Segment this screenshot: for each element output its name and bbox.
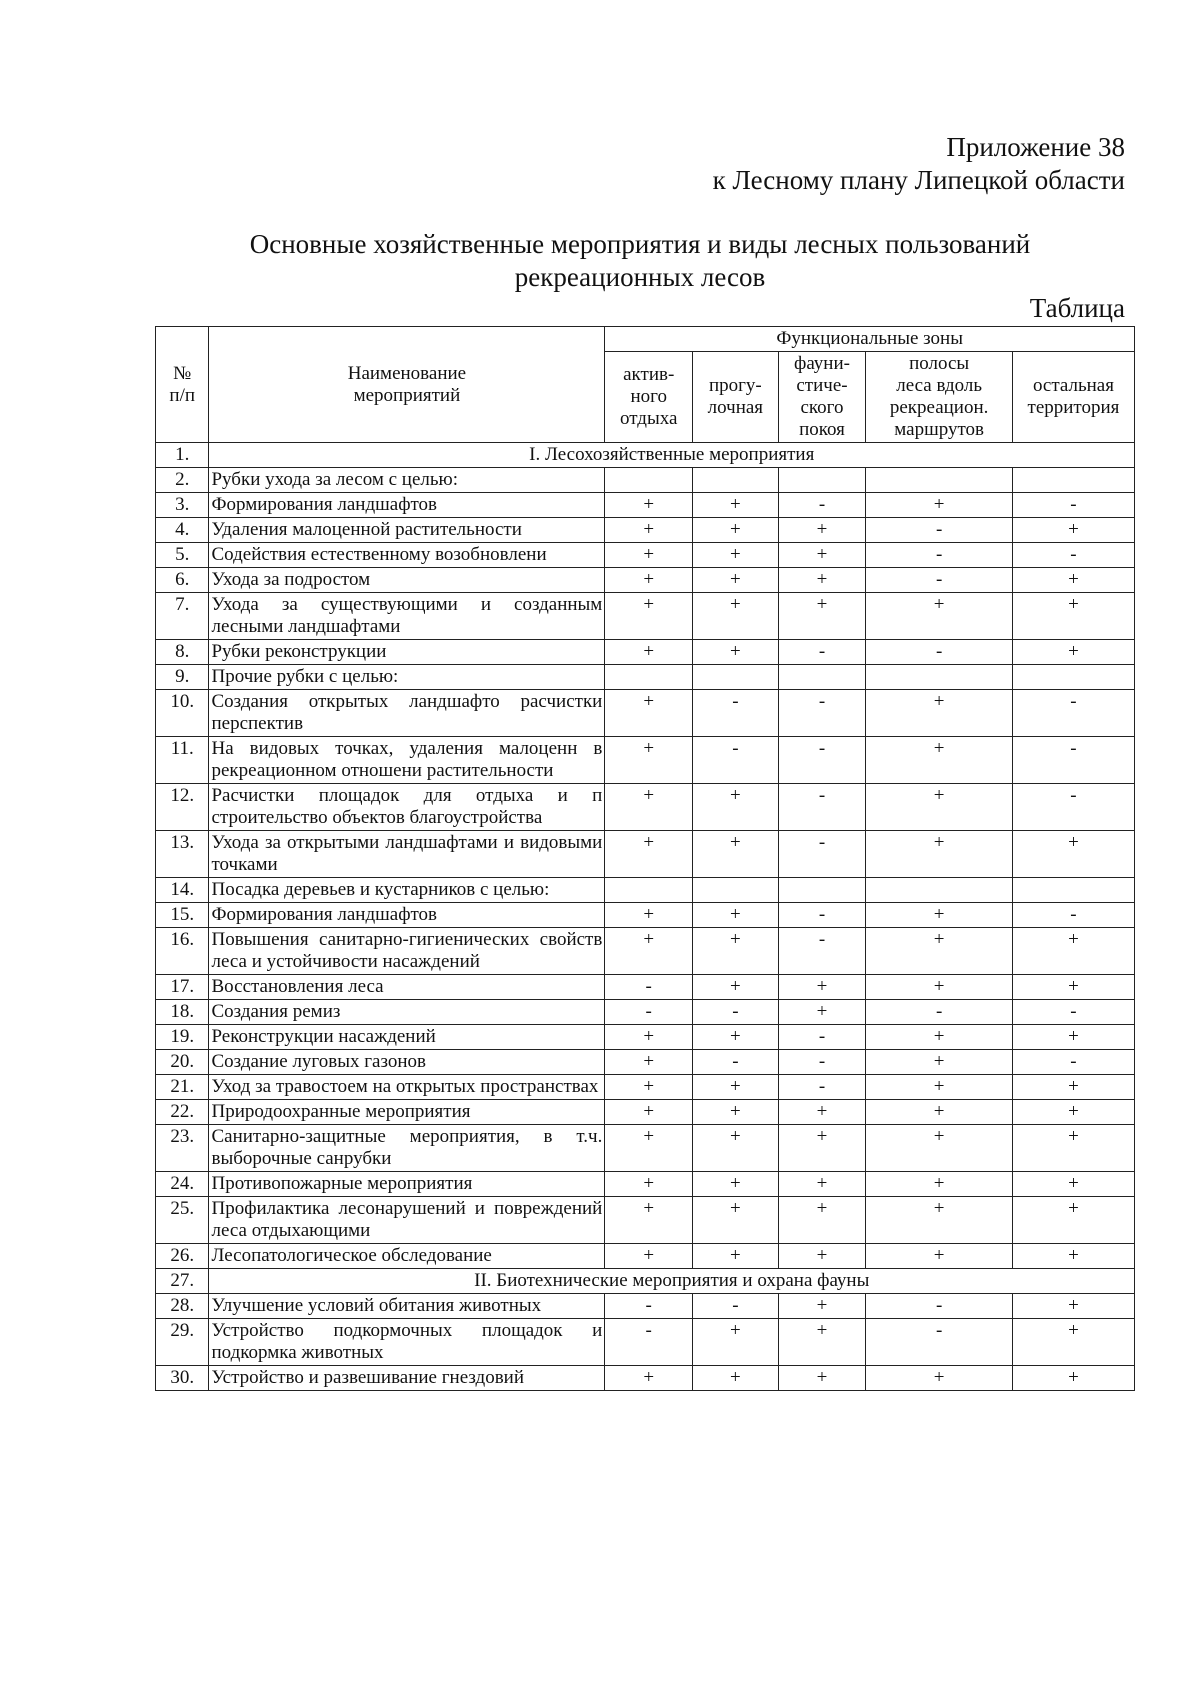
mark-strips: +	[866, 493, 1013, 518]
row-number: 12.	[156, 784, 209, 831]
mark-other: +	[1012, 1294, 1134, 1319]
table-row	[156, 1269, 1135, 1294]
mark-fauna: +	[778, 1125, 866, 1172]
measure-name: Уход за травостоем на открытых пространствах	[209, 1075, 605, 1100]
mark-strips: +	[866, 1366, 1013, 1391]
zone-header-walking: прогу- лочная	[693, 352, 779, 443]
mark-other: +	[1012, 568, 1134, 593]
mark-strips: +	[866, 784, 1013, 831]
mark-active: +	[605, 737, 693, 784]
mark-other: +	[1012, 518, 1134, 543]
table-row	[156, 1244, 1135, 1269]
row-number: 18.	[156, 1000, 209, 1025]
mark-other: +	[1012, 831, 1134, 878]
mark-other: +	[1012, 1319, 1134, 1366]
mark-other: +	[1012, 593, 1134, 640]
zone-header-other: остальная территория	[1012, 352, 1134, 443]
table-row	[156, 1000, 1135, 1025]
mark-walking: +	[693, 1125, 779, 1172]
measure-name: Устройство подкормочных площадок и подкормка животных	[209, 1319, 605, 1366]
table-row	[156, 593, 1135, 640]
mark-active: +	[605, 493, 693, 518]
mark-active: +	[605, 518, 693, 543]
mark-walking: +	[693, 975, 779, 1000]
table-row	[156, 443, 1135, 468]
mark-fauna: +	[778, 975, 866, 1000]
mark-active: +	[605, 640, 693, 665]
mark-other	[1012, 665, 1134, 690]
mark-strips	[866, 468, 1013, 493]
table-row	[156, 1366, 1135, 1391]
row-number: 24.	[156, 1172, 209, 1197]
measures-table	[155, 326, 1135, 1391]
mark-other: -	[1012, 493, 1134, 518]
mark-active: +	[605, 1050, 693, 1075]
mark-fauna: -	[778, 928, 866, 975]
row-number: 13.	[156, 831, 209, 878]
table-row	[156, 640, 1135, 665]
mark-other: +	[1012, 1366, 1134, 1391]
mark-fauna: +	[778, 1319, 866, 1366]
mark-active: +	[605, 928, 693, 975]
mark-fauna: -	[778, 1050, 866, 1075]
row-number: 1.	[156, 443, 209, 468]
mark-fauna: -	[778, 493, 866, 518]
mark-strips: +	[866, 737, 1013, 784]
appendix-line-2: к Лесному плану Липецкой области	[712, 165, 1125, 195]
mark-fauna: +	[778, 1366, 866, 1391]
zone-header-fauna: фауни- стиче- ского покоя	[778, 352, 866, 443]
measure-name: Создания ремиз	[209, 1000, 605, 1025]
measure-name: Ухода за подростом	[209, 568, 605, 593]
table-row	[156, 1050, 1135, 1075]
row-number: 10.	[156, 690, 209, 737]
table-row	[156, 1075, 1135, 1100]
row-number: 14.	[156, 878, 209, 903]
mark-other: +	[1012, 640, 1134, 665]
mark-other: -	[1012, 690, 1134, 737]
mark-strips: +	[866, 831, 1013, 878]
measure-name: Санитарно-защитные мероприятия, в т.ч. выборочные санрубки	[209, 1125, 605, 1172]
mark-fauna: +	[778, 1244, 866, 1269]
mark-walking: +	[693, 928, 779, 975]
mark-walking: +	[693, 543, 779, 568]
row-number: 28.	[156, 1294, 209, 1319]
zones-header: Функциональные зоны	[605, 327, 1135, 352]
measure-name: Реконструкции насаждений	[209, 1025, 605, 1050]
mark-strips: +	[866, 975, 1013, 1000]
mark-active	[605, 468, 693, 493]
section-heading: I. Лесохозяйственные мероприятия	[209, 443, 1135, 468]
mark-active: +	[605, 1125, 693, 1172]
mark-other: -	[1012, 543, 1134, 568]
mark-walking	[693, 665, 779, 690]
table-row	[156, 1197, 1135, 1244]
row-number: 23.	[156, 1125, 209, 1172]
appendix-line-1: Приложение 38	[946, 132, 1125, 162]
row-number: 5.	[156, 543, 209, 568]
mark-strips: -	[866, 1319, 1013, 1366]
mark-other: -	[1012, 737, 1134, 784]
mark-walking: +	[693, 568, 779, 593]
mark-strips: +	[866, 1075, 1013, 1100]
mark-strips: +	[866, 1244, 1013, 1269]
mark-active: -	[605, 975, 693, 1000]
mark-other: +	[1012, 1125, 1134, 1172]
section-heading: II. Биотехнические мероприятия и охрана фауны	[209, 1269, 1135, 1294]
mark-strips: +	[866, 928, 1013, 975]
mark-other: +	[1012, 1172, 1134, 1197]
mark-walking	[693, 878, 779, 903]
document-title-line-2: рекреационных лесов	[514, 262, 766, 292]
mark-walking: -	[693, 690, 779, 737]
table-row	[156, 1125, 1135, 1172]
col-name-header: Наименование мероприятий	[209, 327, 605, 443]
measure-name: Восстановления леса	[209, 975, 605, 1000]
mark-strips	[866, 878, 1013, 903]
mark-fauna	[778, 878, 866, 903]
mark-other: +	[1012, 975, 1134, 1000]
row-number: 25.	[156, 1197, 209, 1244]
mark-fauna: -	[778, 1075, 866, 1100]
measure-name: Природоохранные мероприятия	[209, 1100, 605, 1125]
zone-header-active: актив- ного отдыха	[605, 352, 693, 443]
mark-walking: +	[693, 493, 779, 518]
table-row	[156, 878, 1135, 903]
col-num-header: № п/п	[156, 327, 209, 443]
mark-active: +	[605, 903, 693, 928]
mark-strips: -	[866, 568, 1013, 593]
row-number: 9.	[156, 665, 209, 690]
measure-name: Прочие рубки с целью:	[209, 665, 605, 690]
mark-active: -	[605, 1319, 693, 1366]
mark-active: +	[605, 690, 693, 737]
mark-strips: +	[866, 690, 1013, 737]
mark-walking	[693, 468, 779, 493]
mark-strips: +	[866, 903, 1013, 928]
table-row	[156, 1319, 1135, 1366]
mark-strips: -	[866, 543, 1013, 568]
mark-walking: +	[693, 1319, 779, 1366]
measure-name: Создание луговых газонов	[209, 1050, 605, 1075]
mark-other: -	[1012, 1000, 1134, 1025]
mark-other: -	[1012, 1050, 1134, 1075]
mark-walking: +	[693, 1172, 779, 1197]
mark-walking: +	[693, 518, 779, 543]
mark-active: +	[605, 831, 693, 878]
document-title-line-1: Основные хозяйственные мероприятия и виды лесных пользований	[249, 229, 1031, 259]
mark-strips: -	[866, 518, 1013, 543]
mark-strips: +	[866, 1050, 1013, 1075]
mark-walking: +	[693, 1100, 779, 1125]
measure-name: Расчистки площадок для отдыха и п строительство объектов благоустройства	[209, 784, 605, 831]
row-number: 20.	[156, 1050, 209, 1075]
mark-other: -	[1012, 784, 1134, 831]
row-number: 17.	[156, 975, 209, 1000]
row-number: 29.	[156, 1319, 209, 1366]
mark-active	[605, 665, 693, 690]
mark-active: +	[605, 1172, 693, 1197]
mark-strips	[866, 665, 1013, 690]
mark-fauna: -	[778, 737, 866, 784]
row-number: 4.	[156, 518, 209, 543]
table-label: Таблица	[1029, 293, 1125, 323]
table-row	[156, 1100, 1135, 1125]
measure-name: Ухода за существующими и созданным лесными ландшафтами	[209, 593, 605, 640]
mark-other: +	[1012, 1197, 1134, 1244]
table-row	[156, 1172, 1135, 1197]
mark-other: +	[1012, 1025, 1134, 1050]
measure-name: Улучшение условий обитания животных	[209, 1294, 605, 1319]
row-number: 2.	[156, 468, 209, 493]
mark-strips: +	[866, 1025, 1013, 1050]
mark-fauna: -	[778, 903, 866, 928]
mark-other	[1012, 878, 1134, 903]
mark-fauna: +	[778, 1294, 866, 1319]
mark-fauna: +	[778, 1100, 866, 1125]
row-number: 27.	[156, 1269, 209, 1294]
table-row	[156, 903, 1135, 928]
mark-fauna: +	[778, 568, 866, 593]
table-row	[156, 1294, 1135, 1319]
row-number: 19.	[156, 1025, 209, 1050]
measure-name: Посадка деревьев и кустарников с целью:	[209, 878, 605, 903]
table-row	[156, 737, 1135, 784]
mark-strips: +	[866, 1125, 1013, 1172]
table-row	[156, 928, 1135, 975]
header-row-1	[156, 327, 1135, 352]
mark-other: +	[1012, 1075, 1134, 1100]
measure-name: На видовых точках, удаления малоценн в рекреационном отношени растительности	[209, 737, 605, 784]
measure-name: Содействия естественному возобновлени	[209, 543, 605, 568]
zone-header-strips: полосы леса вдоль рекреацион. маршрутов	[866, 352, 1013, 443]
mark-walking: +	[693, 593, 779, 640]
mark-fauna: +	[778, 543, 866, 568]
table-row	[156, 831, 1135, 878]
mark-walking: -	[693, 1050, 779, 1075]
mark-walking: -	[693, 1294, 779, 1319]
mark-fauna: +	[778, 1000, 866, 1025]
table-body	[156, 443, 1135, 1391]
mark-active: +	[605, 543, 693, 568]
mark-fauna: +	[778, 1197, 866, 1244]
row-number: 16.	[156, 928, 209, 975]
mark-strips: +	[866, 1100, 1013, 1125]
mark-strips: +	[866, 1172, 1013, 1197]
mark-other: -	[1012, 903, 1134, 928]
mark-fauna: -	[778, 640, 866, 665]
mark-walking: +	[693, 1025, 779, 1050]
table-row	[156, 543, 1135, 568]
measure-name: Ухода за открытыми ландшафтами и видовыми точками	[209, 831, 605, 878]
row-number: 22.	[156, 1100, 209, 1125]
measure-name: Формирования ландшафтов	[209, 493, 605, 518]
mark-walking: +	[693, 1366, 779, 1391]
mark-active: +	[605, 1075, 693, 1100]
table-row	[156, 690, 1135, 737]
table-row	[156, 468, 1135, 493]
table-row	[156, 975, 1135, 1000]
mark-other: +	[1012, 1100, 1134, 1125]
mark-walking: +	[693, 1197, 779, 1244]
mark-walking: -	[693, 737, 779, 784]
row-number: 3.	[156, 493, 209, 518]
measure-name: Удаления малоценной растительности	[209, 518, 605, 543]
row-number: 8.	[156, 640, 209, 665]
mark-active: +	[605, 1197, 693, 1244]
mark-active: +	[605, 784, 693, 831]
mark-fauna: -	[778, 831, 866, 878]
mark-fauna: +	[778, 518, 866, 543]
table-row	[156, 665, 1135, 690]
row-number: 15.	[156, 903, 209, 928]
mark-active: +	[605, 593, 693, 640]
mark-active: -	[605, 1294, 693, 1319]
measure-name: Противопожарные мероприятия	[209, 1172, 605, 1197]
measure-name: Формирования ландшафтов	[209, 903, 605, 928]
measure-name: Повышения санитарно-гигиенических свойств леса и устойчивости насаждений	[209, 928, 605, 975]
mark-other: +	[1012, 1244, 1134, 1269]
table-row	[156, 493, 1135, 518]
mark-active	[605, 878, 693, 903]
mark-strips: -	[866, 1294, 1013, 1319]
row-number: 26.	[156, 1244, 209, 1269]
measure-name: Рубки ухода за лесом с целью:	[209, 468, 605, 493]
mark-walking: +	[693, 903, 779, 928]
row-number: 30.	[156, 1366, 209, 1391]
mark-strips: +	[866, 593, 1013, 640]
mark-fauna	[778, 468, 866, 493]
row-number: 6.	[156, 568, 209, 593]
mark-active: +	[605, 1100, 693, 1125]
mark-fauna: -	[778, 690, 866, 737]
mark-active: +	[605, 568, 693, 593]
measure-name: Рубки реконструкции	[209, 640, 605, 665]
mark-fauna: +	[778, 593, 866, 640]
mark-strips: -	[866, 640, 1013, 665]
mark-walking: -	[693, 1000, 779, 1025]
row-number: 7.	[156, 593, 209, 640]
mark-walking: +	[693, 784, 779, 831]
table-row	[156, 784, 1135, 831]
mark-active: +	[605, 1244, 693, 1269]
table-row	[156, 1025, 1135, 1050]
row-number: 21.	[156, 1075, 209, 1100]
measure-name: Устройство и развешивание гнездовий	[209, 1366, 605, 1391]
mark-walking: +	[693, 831, 779, 878]
mark-fauna	[778, 665, 866, 690]
mark-strips: -	[866, 1000, 1013, 1025]
mark-other: +	[1012, 928, 1134, 975]
row-number: 11.	[156, 737, 209, 784]
measure-name: Профилактика лесонарушений и повреждений леса отдыхающими	[209, 1197, 605, 1244]
mark-other	[1012, 468, 1134, 493]
mark-strips: +	[866, 1197, 1013, 1244]
mark-walking: +	[693, 640, 779, 665]
mark-active: -	[605, 1000, 693, 1025]
mark-walking: +	[693, 1075, 779, 1100]
measure-name: Лесопатологическое обследование	[209, 1244, 605, 1269]
mark-fauna: -	[778, 1025, 866, 1050]
table-row	[156, 568, 1135, 593]
measure-name: Создания открытых ландшафто расчистки перспектив	[209, 690, 605, 737]
mark-active: +	[605, 1366, 693, 1391]
mark-active: +	[605, 1025, 693, 1050]
mark-fauna: +	[778, 1172, 866, 1197]
table-row	[156, 518, 1135, 543]
mark-walking: +	[693, 1244, 779, 1269]
mark-fauna: -	[778, 784, 866, 831]
